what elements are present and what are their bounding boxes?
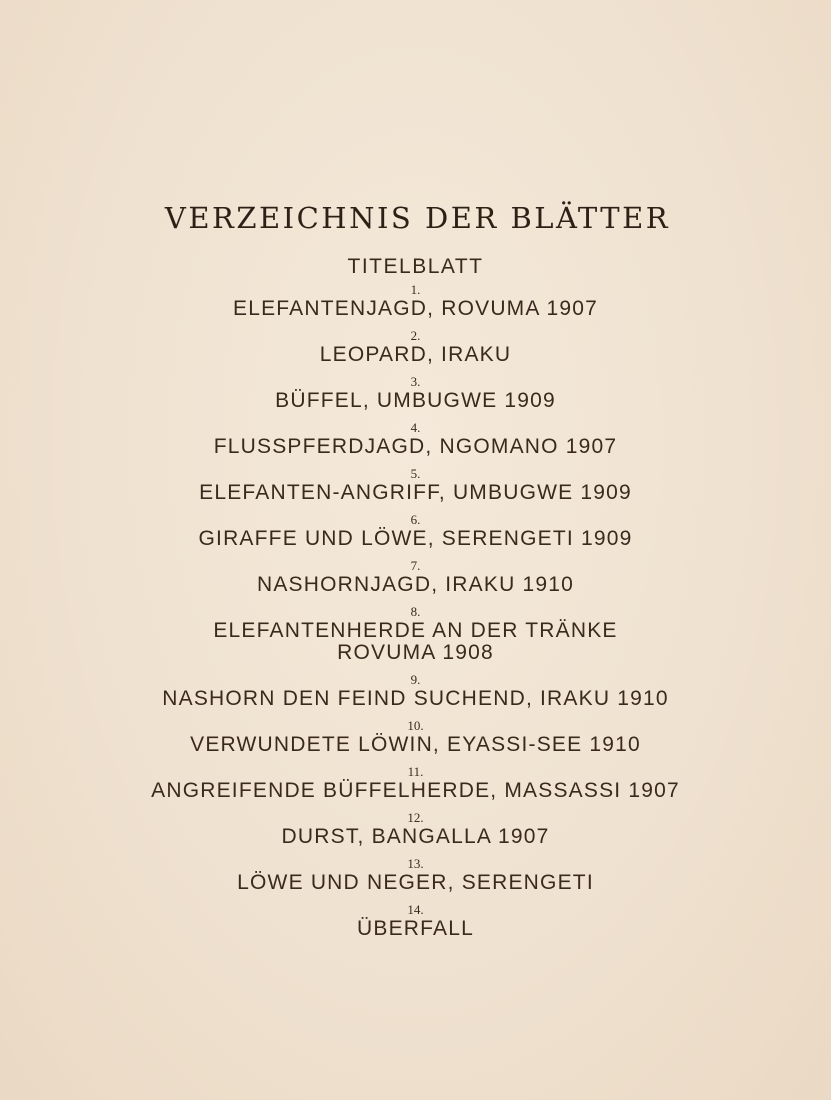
list-item	[0, 282, 831, 328]
entry-number: 7.	[410, 558, 421, 573]
entry-label: GIRAFFE UND LÖWE, SERENGETI 1909	[198, 527, 633, 550]
entry-label: FLUSSPFERDJAGD, NGOMANO 1907	[213, 435, 618, 458]
list-item	[0, 512, 831, 558]
entry-list	[0, 282, 831, 948]
entry-number: 10.	[407, 718, 424, 733]
entry-label: DURST, BANGALLA 1907	[281, 825, 550, 848]
title-page-entry: TITELBLATT	[347, 255, 484, 278]
list-item	[0, 604, 831, 672]
entry-number: 3.	[410, 374, 421, 389]
entry-number: 6.	[410, 512, 421, 527]
entry-number: 13.	[407, 856, 424, 871]
entry-label: BÜFFEL, UMBUGWE 1909	[275, 389, 556, 412]
entry-label: VERWUNDETE LÖWIN, EYASSI-SEE 1910	[190, 733, 641, 756]
list-item	[0, 856, 831, 902]
list-item	[0, 466, 831, 512]
entry-label: ELEFANTEN-ANGRIFF, UMBUGWE 1909	[199, 481, 632, 504]
list-item	[0, 558, 831, 604]
entry-label: LEOPARD, IRAKU	[319, 343, 512, 366]
entry-number: 12.	[407, 810, 424, 825]
page-title: VERZEICHNIS DER BLÄTTER	[164, 201, 671, 235]
entry-number: 9.	[410, 672, 421, 687]
list-item	[0, 718, 831, 764]
entry-label: LÖWE UND NEGER, SERENGETI	[237, 871, 594, 894]
entry-number: 4.	[410, 420, 421, 435]
list-item	[0, 420, 831, 466]
list-item	[0, 672, 831, 718]
list-item	[0, 328, 831, 374]
list-item	[0, 764, 831, 810]
entry-label: ELEFANTENJAGD, ROVUMA 1907	[233, 297, 598, 320]
entry-number: 2.	[410, 328, 421, 343]
entry-number: 5.	[410, 466, 421, 481]
list-item	[0, 374, 831, 420]
entry-number: 14.	[407, 902, 424, 917]
entry-label: ÜBERFALL	[357, 917, 474, 940]
list-item	[0, 810, 831, 856]
table-of-contents	[0, 196, 831, 948]
entry-number: 11.	[407, 764, 424, 779]
entry-label: NASHORN DEN FEIND SUCHEND, IRAKU 1910	[162, 687, 669, 710]
entry-number: 8.	[410, 604, 421, 619]
entry-label: ANGREIFENDE BÜFFELHERDE, MASSASSI 1907	[151, 779, 680, 802]
list-item	[0, 902, 831, 948]
entry-label: NASHORNJAGD, IRAKU 1910	[256, 573, 575, 596]
entry-label: ELEFANTENHERDE AN DER TRÄNKE ROVUMA 1908	[213, 619, 618, 664]
entry-number: 1.	[410, 282, 421, 297]
